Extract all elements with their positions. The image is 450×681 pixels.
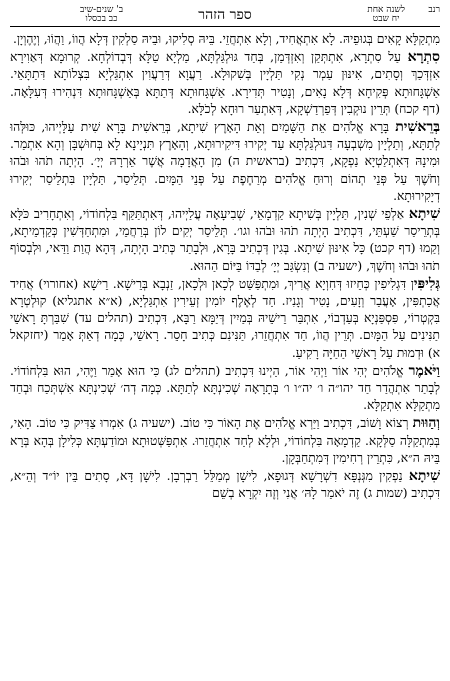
- paragraph: [10, 31, 440, 48]
- paragraph-lead-word: שִׁיתָא: [408, 468, 440, 485]
- paragraph-text: מִתְקַלָּא קָאִים בְּגוּפֵיהּ. לָא אִתְאֲחִיד, וְלָא אִתְחֲזֵי. בֵּיהּ סְלִיקוּ, וּבֵיהּ סַלְקִין דְּלָא הֲווֹ, וַהֲוֹוּ, וְיֶהֶוְיָן.: [12, 32, 440, 46]
- paragraph-text: נַפְקִין מִגְּנְפָּא דִשְׁרָשָׁא דְּגוּפָא, לִישָׁן מְמַלֵּל רַבְרְבָן. לִישָׁן דָּא, סָתִים בֵּין יוֹ״ד וְהֵ״א, דִּכְתִיב (שמות ג) זֶה יֹאמַר לָהּ׳ אֲנִי וְזֶה יִקְרָא בְשֵׁם: [10, 469, 440, 501]
- paragraph-lead-word: בְּרֵאשִׁית: [395, 119, 440, 136]
- paragraph: [10, 468, 440, 502]
- paragraph-text: עַל סִתְרָא, אִתְתְּקַן וְאִזְדְּמַן, בְּחַד גּוּלְגַּלְתָּא, מַלְיָא טַלָּא דְּבְדוֹלְחָא. קְרוּמָא דְּאַוִירָא אִזְדְּכַךְ וְסָתִים, אִינּוּן עַמְר נְקִי תַּלְיָין בְּשִׁקוּלָא. רַעֲוָא דְּרַעֲוִין אִתְגַּלְיָא בִּצְלוֹתָא דִּתַתָּאֵי. אַשְׁגָּחוּתָא פְּקִיחָא דְּלָא נָאִים, וְנָטִיר תְּדִירָא. אַשְׁגָּחוּתָא דְּתַתָּא בְּאַשְׁגָּחוּתָא דִּנְהִירוּ דְּעִלָּאָה.: [10, 50, 440, 99]
- page: [10, 4, 440, 676]
- paragraph: [10, 363, 440, 415]
- paragraph-lead-word: סִתְרָא: [407, 49, 440, 66]
- paragraph: [10, 276, 440, 362]
- paragraph-lead-word: שִׁיתָא: [408, 206, 440, 223]
- paragraph-lead-word: וַיֹּאמֶר: [408, 362, 440, 379]
- paragraph-text: (דף קכח) תְּרֵין נוּקְבִין דְּפַרְדַשְׁקָא, דְּאִתְעַר רוּחָא לְכֹלָּא.: [187, 101, 440, 116]
- paragraph: [10, 415, 440, 467]
- header-study-schedule-left-line1: ב' שנים-שיב: [80, 5, 124, 15]
- header-right-label: רנב: [428, 5, 440, 15]
- paragraph: [10, 49, 440, 118]
- paragraph-text: אַלְפֵי שְׁנִין, תַּלְיָין בְּשִׁיתָא קַדְמָאֵי, שְׁבִיעָאָה עֲלַיְיהוּ, דְּאִתְתַּקַּף בִּלְחוֹדוֹי, וְאִתְחָרִיב כֹּלָּא בְּתְרֵיסַר שַׁעְתֵּי, דִּכְתִיב הָיְתָה תֹהוּ וּבֹהוּ וגו׳. תְּלֵיסַר יְקִים לוֹן בְּרַחֲמֵי, וּמִתְחַדְּשִׁין כְּקַדְמֵיתָא, וְקַמוּ (דף קכט) כָּל אִינּוּן שִׁיתָא. בְּגִין דְּכְתִיב בָּרָא, וּלְבָתַר כְּתִיב הָיְתָה, דְּהָא הֲוַת וַדַּאי, וּלְבְסוֹף תֹהוּ וּבֹהוּ וְחֹשֶׁךְ, (ישעיה ב) וְנִשְׂגַּב יְיָ׳ לְבַדּוֹ בַּיּוֹם הַהוּא.: [10, 207, 440, 273]
- page-body: [10, 31, 440, 502]
- paragraph-text: רְצוֹא וָשׁוֹב, דִּכְתִיב וַיַּרְא אֱלֹהִים אֶת הָאוֹר כִּי טוֹב. (ישעיה ג) אִמְרוּ צַדִּיק כִּי טוֹב. הָאִי, בְּמִתְקַלָּה סַלְּקָא. קַדְמָאָה בִּלְחוֹדוֹי, וּלְלָא לְחַד אִתְחֲזֵרוּ. אִתְפַּשְּׁטוּתָא וּמוֹדַעְתָּא כְּלִילָן בְּהָא בְּרָא בֵּיהּ ה״א, כִּתְרֵין רְחִימִין דְּמִתְחַבְּקָן.: [10, 416, 440, 465]
- header-study-schedule-right-line2: יח שבט: [372, 14, 400, 24]
- header-study-schedule-left-line2: כב בכסלו: [85, 14, 118, 24]
- header-study-schedule-left: [80, 6, 123, 24]
- paragraph: [10, 206, 440, 275]
- paragraph-text: אֱלֹהִים יְהִי אוֹר וַיְהִי אוֹר, הַיְינוּ דִּכְתִיב (תהלים לג) כִּי הוּא אָמַר וַיֶּהִי, הוּא בִּלְחוֹדוֹי. לְבָתַר אִתְהֲדַר חַד יהו״ה ו׳ יה״ו ו׳ בְּתָרָאָה שְׁכִינְתָּא לְתַתָּא. כְּמָה דְה׳ שְׁכִינְתָּא אִשְׁתְּכַח וּבְחַד מִתְקַלָּא אִתְקַלָּא.: [10, 363, 440, 413]
- book-title: ספר הזהר: [198, 7, 252, 23]
- paragraph-text: ן דִּגְלִיפִין כְּחֵיזוּ דְּחִוְיָא אֲרִיךְ, וּמִתְפַּשַּׁט לְכָאן וּלְכָאן, זַנְבָא בְּרֵישָׁא. רֵישָׁא (אחורוי) אֲחִיד אֲכַתְפִּין, אָעֲבַר וְזָעִים, נָטִיר וְגָנִיז. חַד לְאֶלֶף יוֹמִין זְעֵירִין אִתְגַּלְיָא, (א״א אתגליא) קוּלְטְרָא בִּקְטְרוֹי, פִּסְפַּנְיָא בְּעַדְבוֹי, אִתְבַּר רֵישֵׁיהּ בְּמַיִין דְּיַמָּא רַבָּא, דִּכְתִיב (תהלים עד) שִׁבַּרְתָּ רָאשֵׁי תַנִּינִים עַל הַמָּיִם. תְּרֵין הֲווֹ, חַד אִתְחֲזֵרוּ, תַּנִּינִם כְּתִיב חָסֵר. רָאשֵׁי, כְּמָה דְאַתְּ אָמַר (יחזקאל א) וּדְמוּת עַל רָאשֵׁי הַחַיָּה רָקִיעַ.: [10, 276, 440, 360]
- paragraph-text: בָּרָא אֱלֹהִים אֵת הַשָּׁמַיִם וְאֵת הָאָרֶץ שִׁיתָא, בְּרֵאשִׁית בָּרָא שִׁית עַלָּיְיהוּ, כּוּלְּהוּ לְתַתָּא, וְתַלְיָין מִשְׁבְעָה דִּגוּלְגַּלְתָּא עַד יְקִירוּ דִּיקִירוּתָא, וְהָאָרֶץ תִּנְיָינָא לָא בְּחוּשְׁבָּן וְהָא אִתְמַר. וּמִינָהּ דְּאִתְלַטְיָא נַפְקָא, דִּכְתִיב (בראשית ה) מִן הָאֲדָמָה אֲשֶׁר אֵרְרָהּ יְיָ׳. הָיְתָה תֹהוּ וּבֹהוּ וְחֹשֶׁךְ עַל פְּנֵי תְהוֹם וְרוּחַ אֱלֹהִים מְרַחֶפֶת עַל פְּנֵי הַמָּיִם. תְּלֵיסַר, תַּלְיָין בִּתְלֵיסַר יְקִירוּ דְיָקִירוּתָא.: [10, 120, 440, 203]
- paragraph: [10, 119, 440, 205]
- paragraph-lead-word: גְּלִיפִּי: [413, 275, 440, 292]
- running-header: [10, 4, 440, 27]
- header-study-schedule-right-line1: לשנה אחת: [367, 5, 405, 15]
- paragraph-lead-word: וְהַוּוּת: [412, 415, 440, 432]
